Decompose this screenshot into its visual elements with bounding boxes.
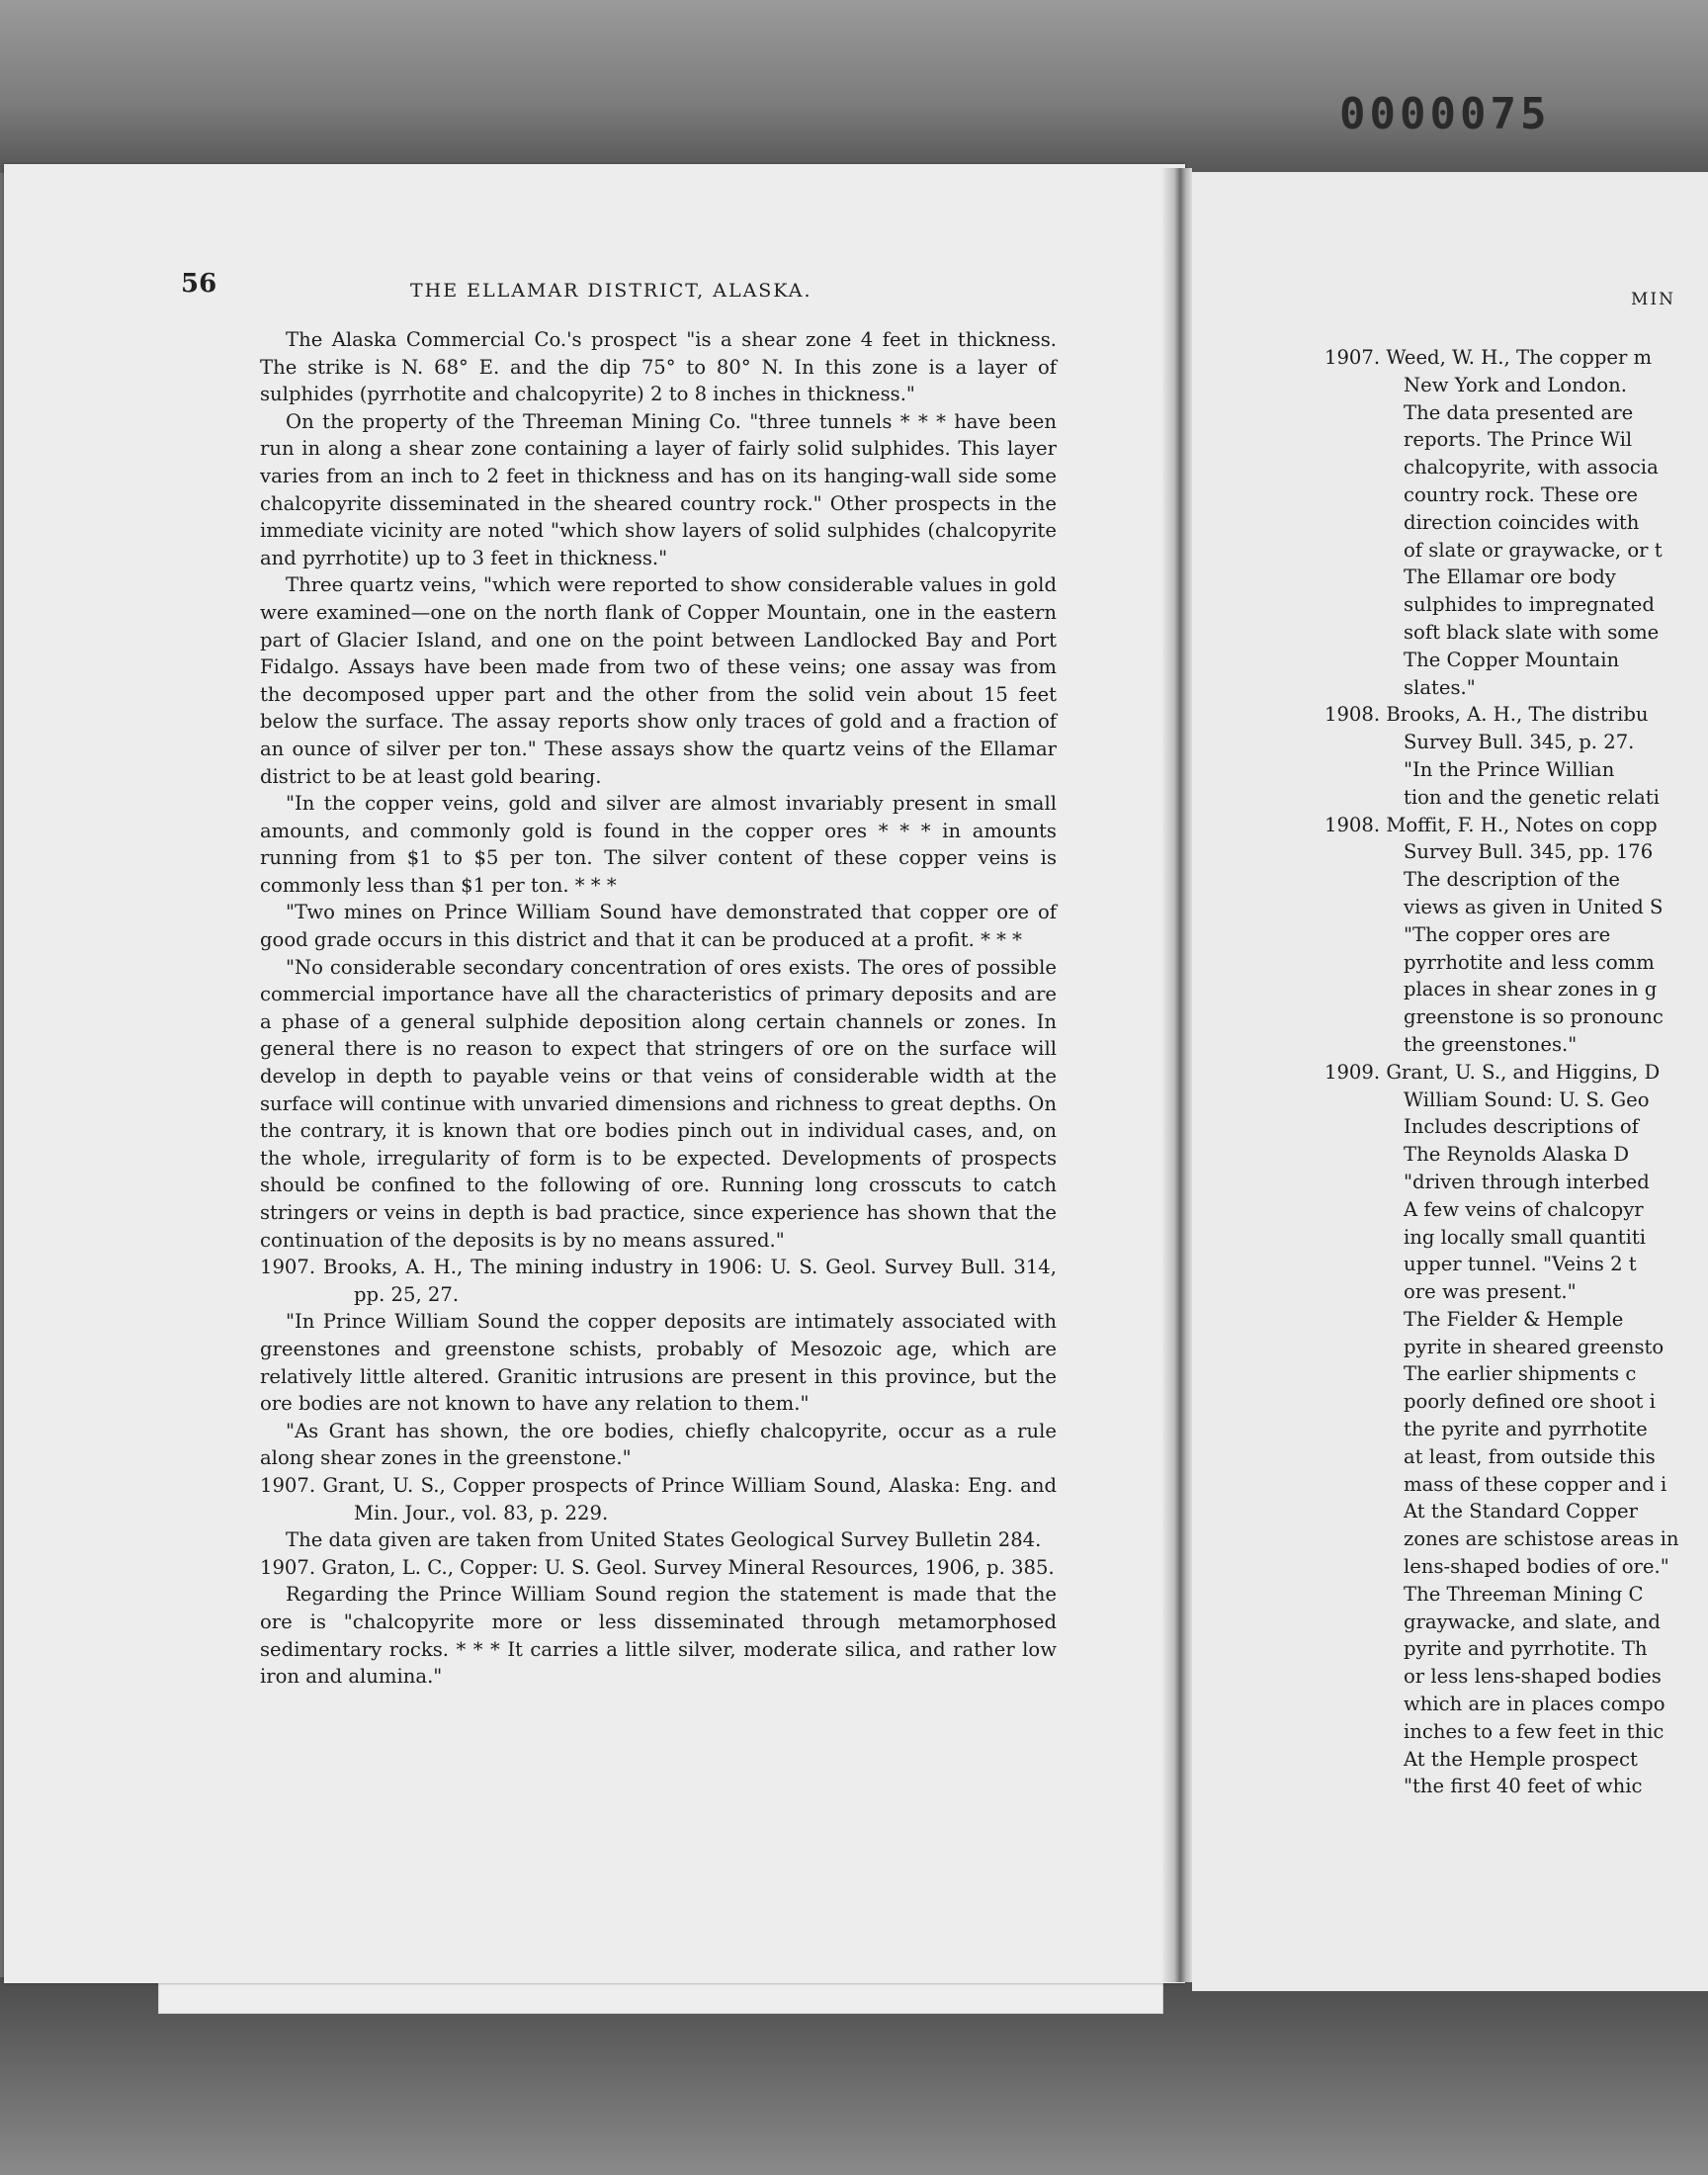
right-page-line: The data presented are <box>1404 400 1634 424</box>
right-page-line: The description of the <box>1404 868 1621 892</box>
right-page-line: The Copper Mountain <box>1404 648 1620 671</box>
right-page-line: The Threeman Mining C <box>1404 1582 1644 1606</box>
right-page-line: of slate or graywacke, or t <box>1404 538 1663 562</box>
right-page-line: poorly defined ore shoot i <box>1404 1390 1656 1414</box>
right-page-line: ore was present." <box>1404 1280 1577 1304</box>
right-page-line: William Sound: U. S. Geo <box>1404 1088 1650 1111</box>
right-page-line: 1909. Grant, U. S., and Higgins, D <box>1324 1060 1661 1084</box>
right-page-line: sulphides to impregnated <box>1404 593 1655 617</box>
paragraph: Three quartz veins, "which were reported to show considerable values in gold were examined—one on the north flank of Copper Mountain, one in the eastern part of Glacier Island, and one on the point between Landlocked Bay and Port Fidalgo. Assays have been made from two of these veins; one assay was from the decomposed upper part and the other from the solid vein about 15 feet below the surface. The assay reports show only traces of gold and a fraction of an ounce of silver per ton." These assays show the quartz veins of the Ellamar district to be at least gold bearing. <box>260 573 1057 788</box>
page-number: 56 <box>181 269 217 299</box>
reference-entry: 1907. Brooks, A. H., The mining industry in 1906: U. S. Geol. Survey Bull. 314, pp. 25, 27. <box>260 1256 1057 1306</box>
right-page-line: views as given in United S <box>1404 895 1664 918</box>
paragraph: "Two mines on Prince William Sound have demonstrated that copper ore of good grade occurs in this district and that it can be produced at a profit. * * * <box>260 901 1057 952</box>
right-page-line: "driven through interbed <box>1404 1170 1650 1193</box>
right-page-line: The Fielder & Hemple <box>1404 1307 1624 1331</box>
paragraph: The Alaska Commercial Co.'s prospect "is a shear zone 4 feet in thickness. The strike is N. 68° E. and the dip 75° to 80° N. In this zone is a layer of sulphides (pyrrhotite and chalcopyrite) 2 to 8 inches in thickness." <box>260 328 1057 406</box>
right-page-line: 1907. Weed, W. H., The copper m <box>1324 346 1653 369</box>
right-page-line: "In the Prince Willian <box>1404 757 1615 781</box>
right-page-line: country rock. These ore <box>1404 482 1638 506</box>
right-page-line: New York and London. <box>1404 373 1627 396</box>
document-stamp-number: 0000075 <box>1339 89 1551 139</box>
right-page-line: at least, from outside this <box>1404 1444 1656 1468</box>
paragraph: "No considerable secondary concentration of ores exists. The ores of possible commercial importance have all the characteristics of primary deposits and are a phase of a general sulphide deposition along certain channels or zones. In general there is no reason to expect that stringers of ore on the surface will develop in depth to payable veins or that veins of considerable width at the surface will continue with unvaried dimensions and richness to great depths. On the contrary, it is known that ore bodies pinch out in individual cases, and, on the whole, irregularity of form is to be expected. Developments of prospects should be confined to the following of ore. Running long crosscuts to catch stringers or veins in depth is bad practice, since experience has shown that the continuation of the deposits is by no means assured." <box>260 955 1057 1252</box>
right-page-line: slates." <box>1404 675 1476 699</box>
right-page-line: The Ellamar ore body <box>1404 566 1616 589</box>
right-page-line: The Reynolds Alaska D <box>1404 1143 1630 1167</box>
right-page-line: places in shear zones in g <box>1404 978 1658 1001</box>
reference-note: "In Prince William Sound the copper deposits are intimately associated with greenstones and greenstone schists, probably of Mesozoic age, which are relatively little altered. Granitic intrusions are present in this province, but the ore bodies are not known to have any relation to them." <box>260 1310 1057 1416</box>
right-page-line: chalcopyrite, with associa <box>1404 456 1659 479</box>
right-page-line: Survey Bull. 345, pp. 176 <box>1404 840 1654 864</box>
right-page-line: 1908. Brooks, A. H., The distribu <box>1324 703 1649 727</box>
right-page-line: the pyrite and pyrrhotite <box>1404 1418 1648 1441</box>
right-page-line: "The copper ores are <box>1404 922 1611 946</box>
scan-background-top <box>0 0 1708 173</box>
right-page-body <box>1324 344 1708 1800</box>
right-page-line: pyrite and pyrrhotite. Th <box>1404 1637 1648 1661</box>
right-page-line: mass of these copper and i <box>1404 1472 1667 1496</box>
right-page-line: pyrrhotite and less comm <box>1404 950 1655 974</box>
right-page-line: 1908. Moffit, F. H., Notes on copp <box>1324 813 1658 836</box>
right-page-line: graywacke, and slate, and <box>1404 1610 1661 1633</box>
paragraph: On the property of the Threeman Mining Co. "three tunnels * * * have been run in along a shear zone containing a layer of fairly solid sulphides. This layer varies from an inch to 2 feet in thickness and has on its hanging-wall side some chalcopyrite disseminated in the sheared country rock." Other prospects in the immediate vicinity are noted "which show layers of solid sulphides (chalcopyrite and pyrrhotite) up to 3 feet in thickness." <box>260 409 1057 569</box>
right-page-line: Includes descriptions of <box>1404 1115 1639 1139</box>
right-page-line: which are in places compo <box>1404 1693 1665 1716</box>
right-page-line: Survey Bull. 345, p. 27. <box>1404 731 1635 754</box>
book-gutter <box>1162 168 1192 1982</box>
right-page-line: lens-shaped bodies of ore." <box>1404 1555 1669 1579</box>
reference-note: Regarding the Prince William Sound region the statement is made that the ore is "chalcopyrite more or less disseminated through metamorphosed sedimentary rocks. * * * It carries a little silver, moderate silica, and rather low iron and alumina." <box>260 1583 1057 1689</box>
right-page-line: At the Standard Copper <box>1404 1500 1639 1523</box>
left-page-body <box>260 326 1057 1691</box>
right-page-line: zones are schistose areas in <box>1404 1527 1679 1551</box>
reference-entry: 1907. Graton, L. C., Copper: U. S. Geol. Survey Mineral Resources, 1906, p. 385. <box>260 1555 1055 1579</box>
right-page-line: inches to a few feet in thic <box>1404 1719 1665 1743</box>
right-page-line: A few veins of chalcopyr <box>1404 1197 1644 1221</box>
right-page-line: soft black slate with some <box>1404 620 1660 644</box>
right-page-line: greenstone is so pronounc <box>1404 1005 1664 1029</box>
right-page-line: or less lens-shaped bodies <box>1404 1665 1662 1689</box>
running-head: THE ELLAMAR DISTRICT, ALASKA. <box>410 280 812 302</box>
right-page-line: direction coincides with <box>1404 510 1640 534</box>
right-page-line: upper tunnel. "Veins 2 t <box>1404 1253 1637 1276</box>
right-page-line: reports. The Prince Wil <box>1404 428 1633 452</box>
reference-note: The data given are taken from United States Geological Survey Bulletin 284. <box>286 1528 1042 1552</box>
paragraph: "In the copper veins, gold and silver are almost invariably present in small amounts, and commonly gold is found in the copper ores * * * in amounts running from $1 to $5 per ton. The silver content of these copper veins is commonly less than $1 per ton. * * * <box>260 792 1057 897</box>
reference-entry: 1907. Grant, U. S., Copper prospects of Prince William Sound, Alaska: Eng. and Min. Jour., vol. 83, p. 229. <box>260 1473 1057 1524</box>
reference-note: "As Grant has shown, the ore bodies, chiefly chalcopyrite, occur as a rule along shear zones in the greenstone." <box>260 1419 1057 1470</box>
right-page-line: At the Hemple prospect <box>1404 1747 1638 1771</box>
right-running-head: MIN <box>1631 290 1675 309</box>
right-page-line: pyrite in sheared greensto <box>1404 1335 1665 1358</box>
right-page-line: the greenstones." <box>1404 1032 1578 1056</box>
right-page-line: The earlier shipments c <box>1404 1362 1637 1386</box>
right-page-line: "the first 40 feet of whic <box>1404 1775 1643 1798</box>
right-page-line: tion and the genetic relati <box>1404 785 1660 809</box>
right-page-line: ing locally small quantiti <box>1404 1225 1647 1249</box>
